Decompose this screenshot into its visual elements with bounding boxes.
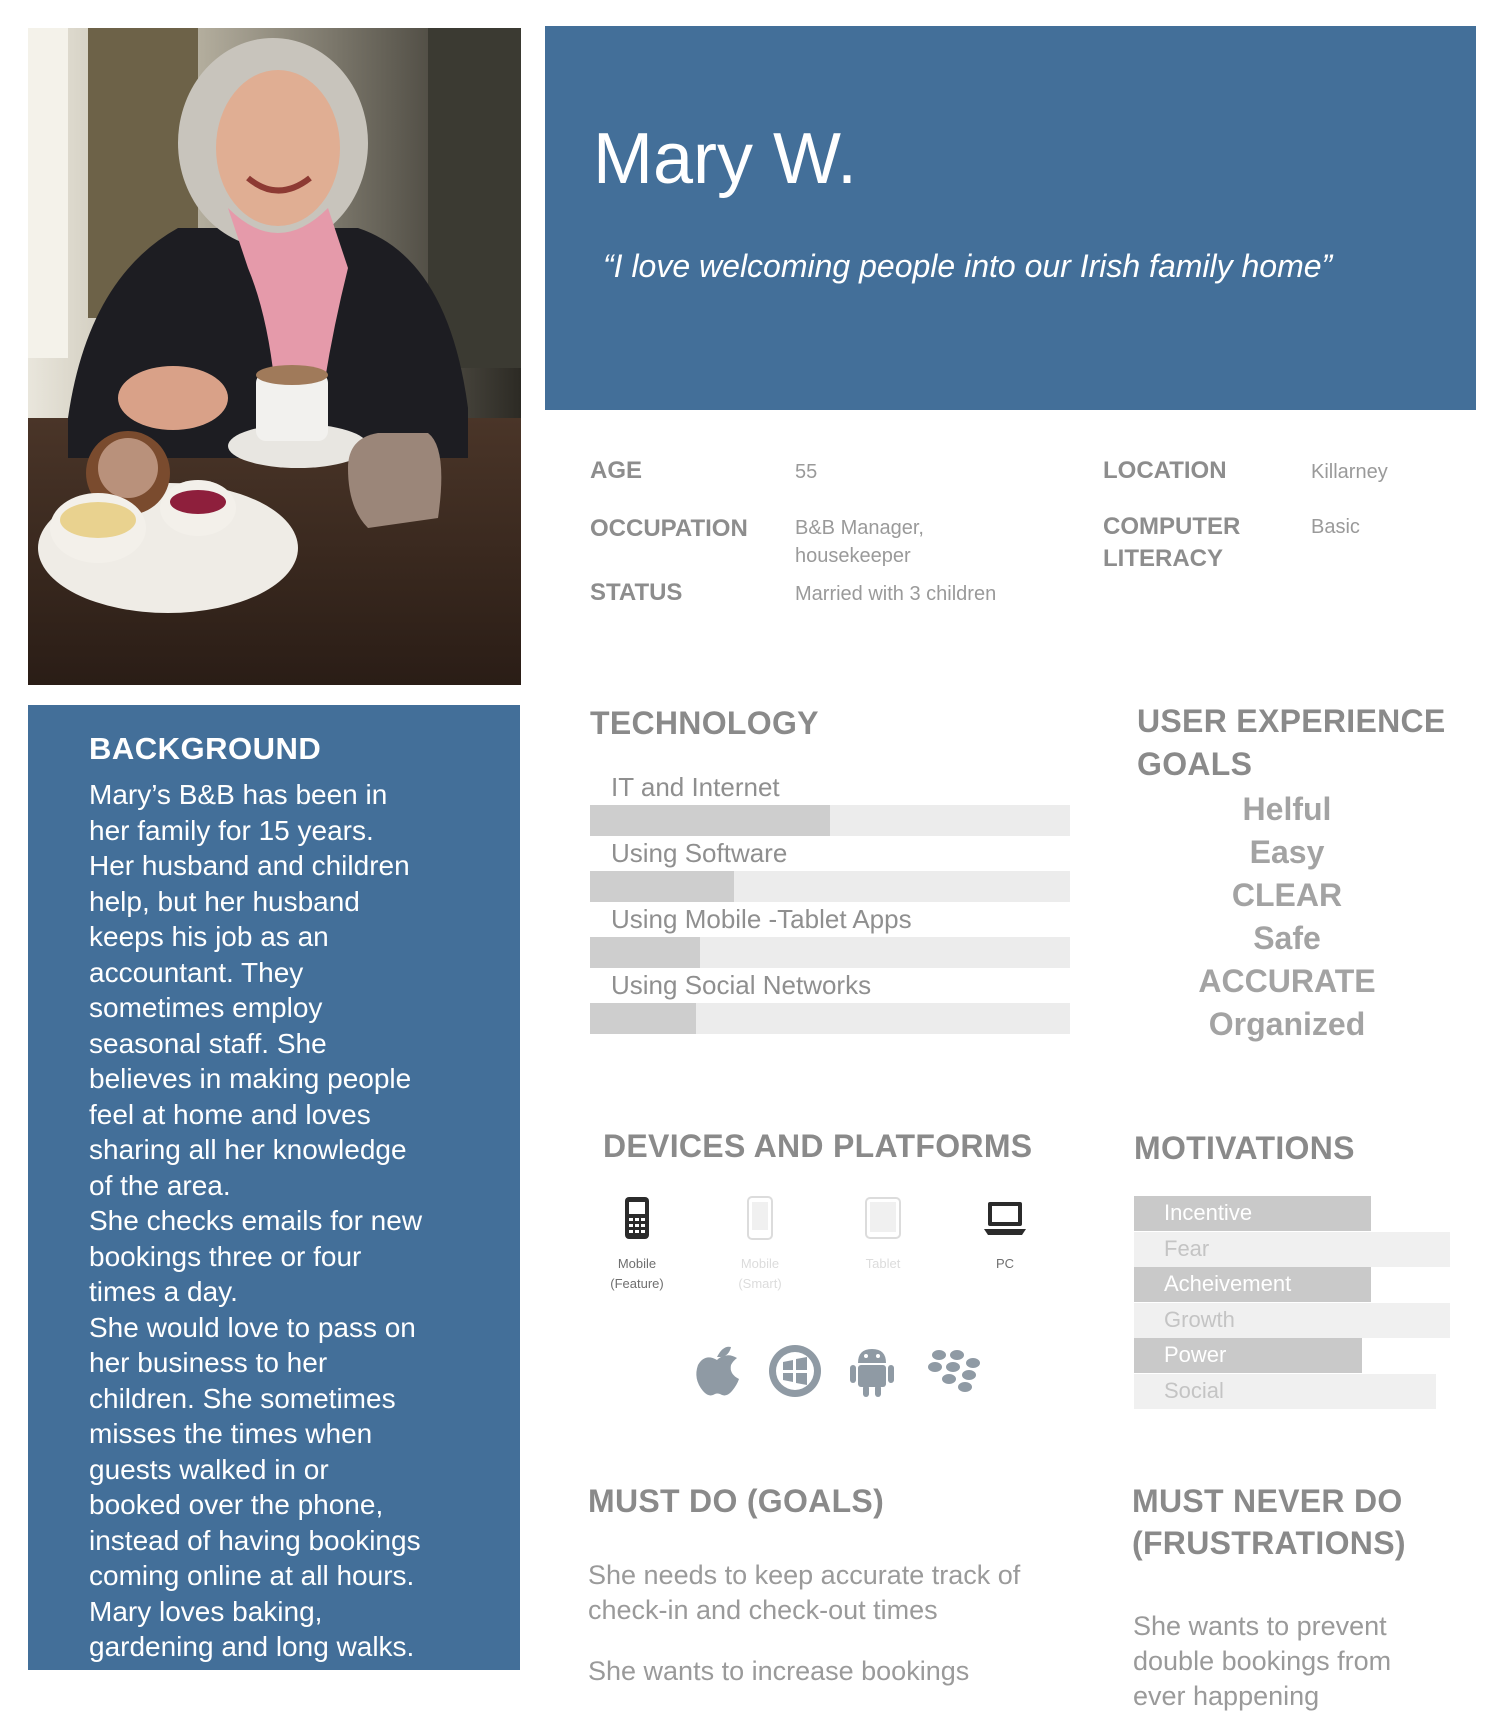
motivation-label: Incentive [1164, 1200, 1253, 1225]
background-line: Mary loves baking, [89, 1595, 323, 1627]
background-line: She checks emails for new [89, 1205, 423, 1236]
technology-item [590, 970, 1070, 1036]
background-line: bookings three or four [89, 1240, 362, 1272]
must-never-text: ever happening [1133, 1681, 1320, 1711]
status-label: STATUS [590, 579, 683, 606]
ux-goal: Easy [1249, 834, 1325, 870]
background-text [89, 777, 462, 1665]
background-line: of the area. [89, 1169, 231, 1201]
technology-label: Using Software [611, 838, 788, 868]
tablet-icon [864, 1196, 902, 1240]
background-line: seasonal staff. She [89, 1027, 327, 1059]
technology-bar-fill [590, 937, 700, 968]
ux-goal: Safe [1253, 920, 1321, 956]
laptop-icon [982, 1196, 1028, 1240]
must-never-text: double bookings from [1133, 1646, 1392, 1676]
blackberry-icon [923, 1343, 987, 1399]
ux-goal: Helful [1242, 791, 1332, 827]
ux-goals-title: GOALS [1137, 746, 1253, 782]
device-label [715, 1254, 805, 1294]
occupation-label: OCCUPATION [590, 515, 748, 542]
background-line: times a day. [89, 1276, 238, 1307]
literacy-label: LITERACY [1103, 545, 1223, 572]
motivation-label: Acheivement [1164, 1271, 1292, 1296]
device-label-line: Mobile [617, 1256, 657, 1271]
device-label-line: Tablet [865, 1256, 901, 1271]
background-line: instead of having bookings [89, 1524, 421, 1556]
windows-icon [767, 1343, 823, 1399]
background-line: help, but her husband [89, 885, 360, 917]
motivation-label: Social [1164, 1377, 1224, 1403]
technology-bar-fill [590, 805, 830, 836]
background-line: misses the times when [89, 1418, 373, 1449]
motivation-label: Fear [1164, 1235, 1210, 1261]
ux-goal: CLEAR [1231, 877, 1343, 913]
background-line: keeps his job as an [89, 921, 329, 952]
location-label: LOCATION [1103, 457, 1227, 484]
background-line: coming online at all hours. [89, 1560, 415, 1591]
background-line: Mary’s B&B has been in [89, 779, 388, 810]
persona-quote: “I love welcoming people into our Irish family home” [603, 248, 1333, 284]
background-line: booked over the phone, [89, 1489, 384, 1520]
background-line: believes in making people [89, 1063, 412, 1094]
device-label-line: PC [995, 1256, 1015, 1271]
must-never-title: (FRUSTRATIONS) [1132, 1525, 1406, 1561]
android-icon [848, 1343, 896, 1399]
technology-bar-fill [590, 1003, 696, 1034]
technology-label: IT and Internet [611, 772, 780, 802]
persona-header [545, 26, 1476, 410]
ux-goals-title: USER EXPERIENCE [1137, 703, 1446, 739]
background-line: guests walked in or [89, 1453, 329, 1485]
age-value: 55 [795, 461, 818, 483]
occupation-value: B&B Manager, [795, 517, 924, 539]
device-label-line: (Feature) [610, 1276, 664, 1291]
device-tablet [838, 1196, 928, 1274]
must-do-text: check-in and check-out times [588, 1595, 938, 1625]
literacy-label: COMPUTER [1103, 513, 1241, 540]
technology-label: Using Mobile -Tablet Apps [611, 904, 912, 934]
literacy-value: Basic [1311, 516, 1360, 538]
device-label [838, 1254, 928, 1274]
technology-bar [590, 1003, 1070, 1034]
technology-bar [590, 871, 1070, 902]
technology-list [590, 772, 1070, 1036]
occupation-value: housekeeper [795, 545, 911, 567]
technology-bar-fill [590, 871, 734, 902]
device-smartphone [715, 1196, 805, 1294]
feature-phone-icon [622, 1196, 652, 1240]
technology-title: TECHNOLOGY [590, 705, 819, 741]
background-panel [28, 705, 520, 1670]
device-label [592, 1254, 682, 1294]
background-title: BACKGROUND [89, 731, 322, 766]
device-label [960, 1254, 1050, 1274]
ux-goals-list [1137, 788, 1437, 1046]
background-line: her business to her [89, 1347, 328, 1378]
device-feature-phone [592, 1196, 682, 1294]
must-never-text: She wants to prevent [1133, 1611, 1387, 1641]
motivation-label: Growth [1164, 1306, 1235, 1332]
technology-bar [590, 805, 1070, 836]
background-line: her family for 15 years. [89, 814, 374, 846]
device-label-line: (Smart) [738, 1276, 782, 1291]
devices-title: DEVICES AND PLATFORMS [603, 1128, 1033, 1164]
background-line: feel at home and loves [89, 1098, 371, 1130]
technology-label: Using Social Networks [611, 970, 872, 1000]
persona-name: Mary W. [593, 119, 857, 199]
background-line: Her husband and children [89, 850, 410, 881]
motivations-title: MOTIVATIONS [1134, 1130, 1355, 1166]
background-line: sharing all her knowledge [89, 1134, 407, 1165]
technology-item [590, 772, 1070, 838]
ux-goal: Organized [1208, 1006, 1366, 1042]
background-line: children. She sometimes [89, 1382, 396, 1414]
location-value: Killarney [1311, 461, 1388, 483]
must-do-text: She wants to increase bookings [588, 1656, 970, 1686]
persona-photo [28, 28, 521, 685]
smartphone-icon [745, 1196, 775, 1240]
must-do-text: She needs to keep accurate track of [588, 1560, 1021, 1590]
background-line: gardening and long walks. [89, 1631, 415, 1662]
background-line: accountant. They [89, 956, 304, 988]
motivation-label: Power [1164, 1342, 1227, 1367]
technology-bar [590, 937, 1070, 968]
apple-icon [693, 1343, 741, 1399]
technology-item [590, 904, 1070, 970]
device-label-line: Mobile [740, 1256, 780, 1271]
background-line: sometimes employ [89, 992, 323, 1023]
ux-goal: ACCURATE [1198, 963, 1376, 999]
background-line: She would love to pass on [89, 1311, 416, 1343]
technology-item [590, 838, 1070, 904]
age-label: AGE [590, 457, 643, 484]
status-value: Married with 3 children [795, 583, 997, 605]
must-do-title: MUST DO (GOALS) [588, 1483, 885, 1519]
must-never-title: MUST NEVER DO [1132, 1483, 1403, 1519]
device-pc [960, 1196, 1050, 1274]
